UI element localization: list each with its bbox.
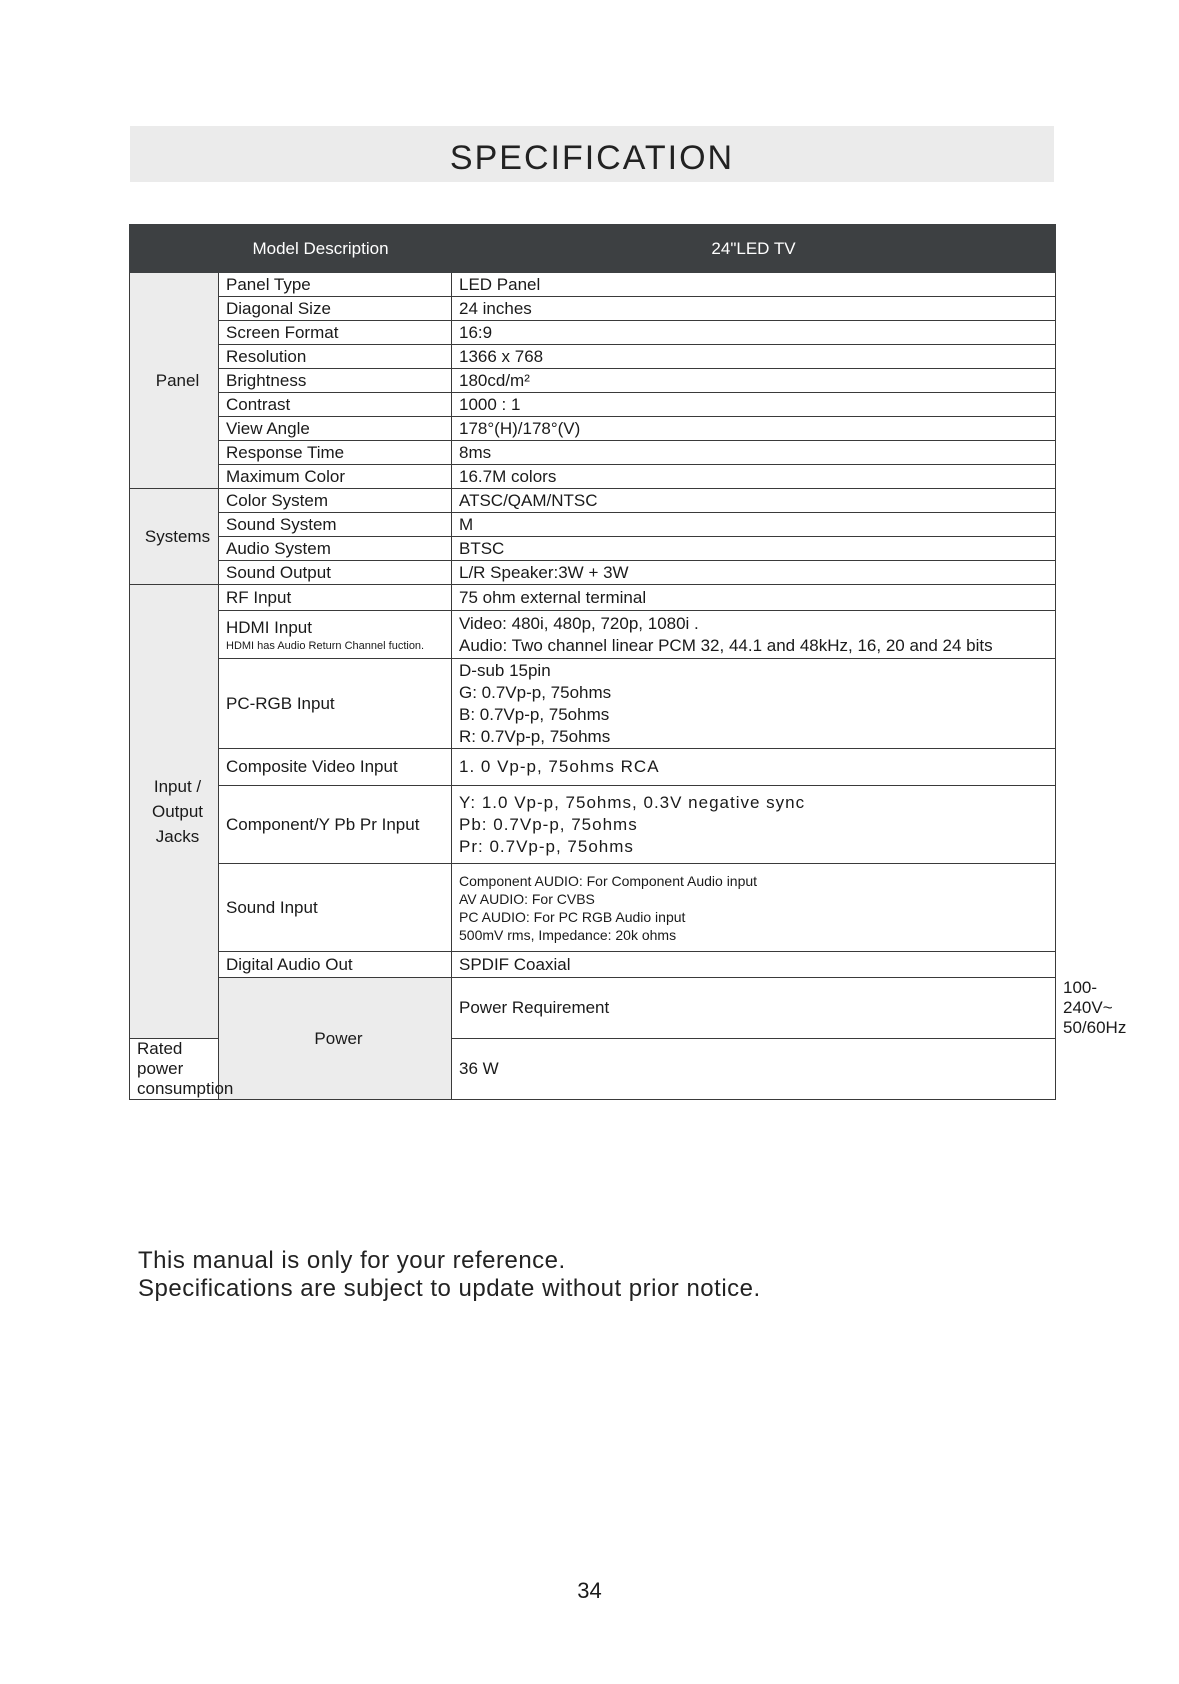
row-value: 16.7M colors	[452, 465, 1056, 489]
component-line: Y: 1.0 Vp-p, 75ohms, 0.3V negative sync	[459, 792, 806, 812]
row-value: 16:9	[452, 321, 1056, 345]
row-label: View Angle	[219, 417, 452, 441]
row-label: PC-RGB Input	[219, 659, 452, 749]
group-panel: Panel	[130, 273, 219, 489]
row-label: Response Time	[219, 441, 452, 465]
table-row	[130, 489, 1056, 513]
table-row	[130, 273, 1056, 297]
group-power: Power	[219, 978, 452, 1100]
row-value-hdmi	[452, 611, 1056, 659]
header-model-description: Model Description	[130, 225, 452, 273]
table-row	[130, 417, 1056, 441]
row-label-hdmi	[219, 611, 452, 659]
row-label: Panel Type	[219, 273, 452, 297]
sound-input-line: Component AUDIO: For Component Audio input	[459, 872, 758, 889]
table-row	[130, 749, 1056, 786]
component-line: Pr: 0.7Vp-p, 75ohms	[459, 836, 634, 856]
table-row	[130, 369, 1056, 393]
component-line: Pb: 0.7Vp-p, 75ohms	[459, 814, 638, 834]
table-row	[130, 561, 1056, 585]
table-row	[130, 611, 1056, 659]
row-value: L/R Speaker:3W + 3W	[452, 561, 1056, 585]
table-row	[130, 585, 1056, 611]
row-value: ATSC/QAM/NTSC	[452, 489, 1056, 513]
table-row	[130, 345, 1056, 369]
row-value: 75 ohm external terminal	[452, 585, 1056, 611]
table-row	[130, 465, 1056, 489]
pc-rgb-line: R: 0.7Vp-p, 75ohms	[459, 726, 611, 746]
spec-table	[129, 224, 1127, 1100]
row-value: 180cd/m²	[452, 369, 1056, 393]
row-value-pc-rgb	[452, 659, 1056, 749]
hdmi-audio: Audio: Two channel linear PCM 32, 44.1 and 48kHz, 16, 20 and 24 bits	[459, 635, 993, 655]
group-systems: Systems	[130, 489, 219, 585]
row-label: Audio System	[219, 537, 452, 561]
hdmi-note: HDMI has Audio Return Channel fuction.	[226, 639, 425, 652]
table-row	[130, 659, 1056, 749]
row-value-sound-input	[452, 864, 1056, 952]
pc-rgb-line: D-sub 15pin	[459, 660, 551, 680]
pc-rgb-line: G: 0.7Vp-p, 75ohms	[459, 682, 612, 702]
row-label: Component/Y Pb Pr Input	[219, 786, 452, 864]
sound-input-line: AV AUDIO: For CVBS	[459, 890, 595, 907]
table-row	[130, 297, 1056, 321]
row-label: Power Requirement	[452, 978, 1056, 1039]
row-value: 36 W	[452, 1039, 1056, 1100]
row-value: M	[452, 513, 1056, 537]
row-label: Diagonal Size	[219, 297, 452, 321]
row-value: LED Panel	[452, 273, 1056, 297]
sound-input-line: PC AUDIO: For PC RGB Audio input	[459, 908, 686, 925]
row-label: Color System	[219, 489, 452, 513]
row-value: 1366 x 768	[452, 345, 1056, 369]
table-row	[130, 321, 1056, 345]
row-value: SPDIF Coaxial	[452, 952, 1056, 978]
row-label: RF Input	[219, 585, 452, 611]
hdmi-video: Video: 480i, 480p, 720p, 1080i .	[459, 613, 699, 633]
table-row	[130, 952, 1056, 978]
table-row	[130, 537, 1056, 561]
footer-line-1: This manual is only for your reference.	[138, 1247, 566, 1274]
title-bar	[130, 126, 1054, 182]
header-model-value: 24"LED TV	[452, 225, 1056, 273]
group-io-jacks: Input / Output Jacks	[130, 585, 219, 1039]
row-value: 1000 : 1	[452, 393, 1056, 417]
row-value: BTSC	[452, 537, 1056, 561]
row-label: Maximum Color	[219, 465, 452, 489]
table-row	[130, 513, 1056, 537]
table-row	[130, 441, 1056, 465]
pc-rgb-line: B: 0.7Vp-p, 75ohms	[459, 704, 610, 724]
table-row: Power Power Requirement 100-240V~ 50/60Hz	[130, 978, 1056, 1039]
sound-input-line: 500mV rms, Impedance: 20k ohms	[459, 926, 677, 943]
table-row	[130, 864, 1056, 952]
table-row	[130, 393, 1056, 417]
hdmi-label: HDMI Input	[226, 617, 312, 637]
row-value: 24 inches	[452, 297, 1056, 321]
row-label: Rated power consumption	[130, 1039, 219, 1100]
row-label: Sound System	[219, 513, 452, 537]
row-value: 178°(H)/178°(V)	[452, 417, 1056, 441]
row-value: 8ms	[452, 441, 1056, 465]
page-title: SPECIFICATION	[449, 138, 735, 177]
row-value-component	[452, 786, 1056, 864]
row-label: Contrast	[219, 393, 452, 417]
row-label: Digital Audio Out	[219, 952, 452, 978]
row-label: Brightness	[219, 369, 452, 393]
page-number: 34	[577, 1578, 602, 1603]
row-value: 1. 0 Vp-p, 75ohms RCA	[452, 749, 1056, 786]
footer-line-2: Specifications are subject to update without prior notice.	[138, 1275, 761, 1302]
table-header-row	[130, 225, 1056, 273]
row-label: Screen Format	[219, 321, 452, 345]
row-label: Resolution	[219, 345, 452, 369]
row-label: Sound Input	[219, 864, 452, 952]
footer-notice	[138, 1247, 761, 1303]
row-label: Sound Output	[219, 561, 452, 585]
table-row	[130, 786, 1056, 864]
row-label: Composite Video Input	[219, 749, 452, 786]
